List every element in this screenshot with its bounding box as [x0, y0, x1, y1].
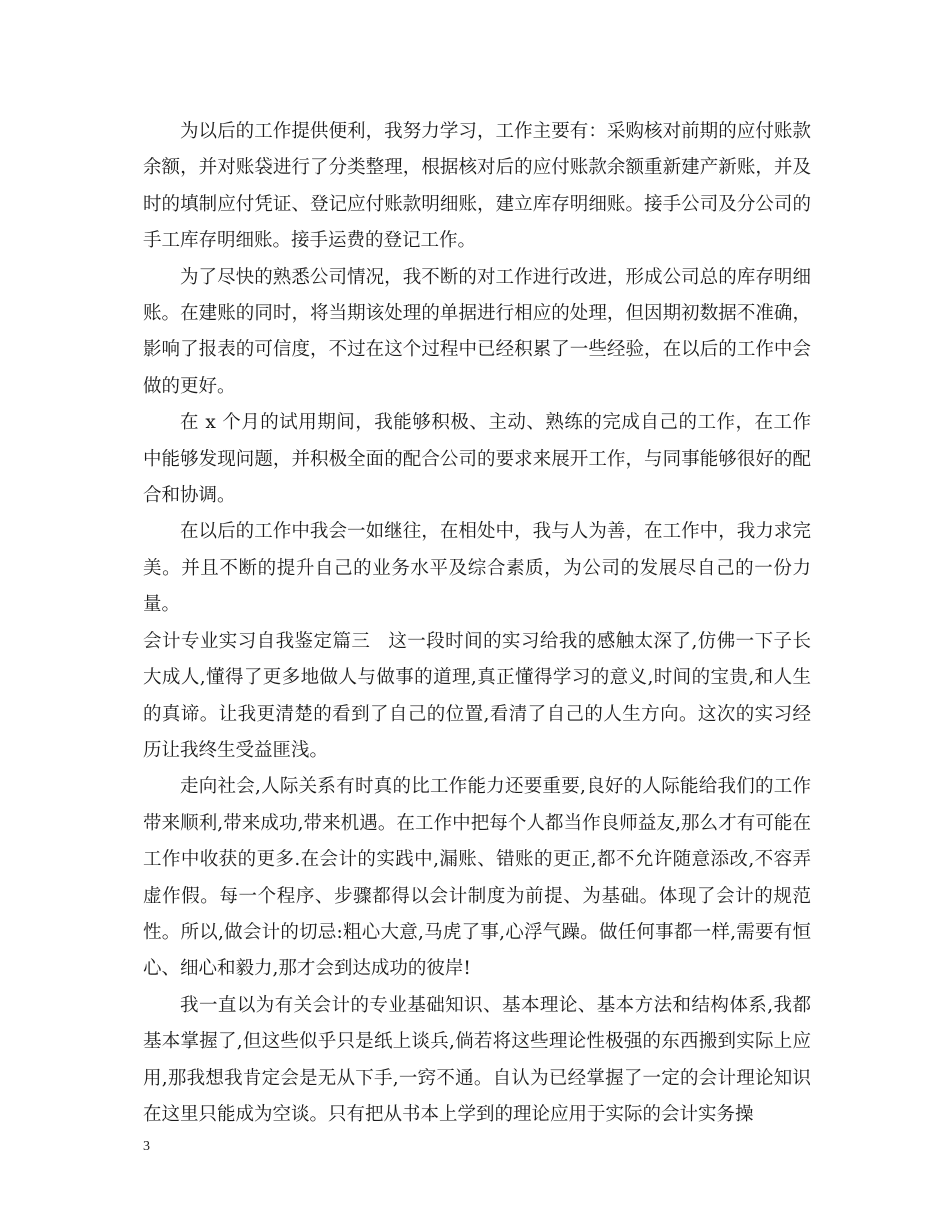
paragraph-2: 为了尽快的熟悉公司情况，我不断的对工作进行改进，形成公司总的库存明细账。在建账的同时，将当期该处理的单据进行相应的处理，但因期初数据不准确，影响了报表的可信度，不过在这个过程中已经积累了一些经验，在以后的工作中会做的更好。: [143, 266, 811, 397]
section-intro: 这一段时间的实习给我的感触太深了,仿佛一下子长大成人,懂得了更多地做人与做事的道理,真正懂得学习的意义,时间的宝贵,和人生的真谛。让我更清楚的看到了自己的位置,看清了自己的人生方向。这次的实习经历让我终生受益匪浅。: [143, 630, 811, 761]
paragraph-1: 为以后的工作提供便利，我努力学习，工作主要有：采购核对前期的应付账款余额，并对账袋进行了分类整理，根据核对后的应付账款余额重新建产新账，并及时的填制应付凭证、登记应付账款明细账，建立库存明细账。接手公司及分公司的手工库存明细账。接手运费的登记工作。: [143, 121, 811, 252]
paragraph-3: 在 x 个月的试用期间，我能够积极、主动、熟练的完成自己的工作，在工作中能够发现问题，并积极全面的配合公司的要求来展开工作，与同事能够很好的配合和协调。: [143, 412, 811, 507]
page-number: 3: [143, 1139, 150, 1154]
document-body: [143, 114, 811, 1133]
section-title: 会计专业实习自我鉴定篇三: [143, 630, 371, 652]
paragraph-4: 在以后的工作中我会一如继往，在相处中，我与人为善，在工作中，我力求完美。并且不断的提升自己的业务水平及综合素质，为公司的发展尽自己的一份力量。: [143, 521, 811, 616]
paragraph-6: 我一直以为有关会计的专业基础知识、基本理论、基本方法和结构体系,我都基本掌握了,但这些似乎只是纸上谈兵,倘若将这些理论性极强的东西搬到实际上应用,那我想我肯定会是无从下手,一窍不通。自认为已经掌握了一定的会计理论知识在这里只能成为空谈。只有把从书本上学到的理论应用于实际的会计实务操: [143, 994, 811, 1125]
section-paragraph: [143, 624, 811, 770]
paragraph-5: 走向社会,人际关系有时真的比工作能力还要重要,良好的人际能给我们的工作带来顺利,带来成功,带来机遇。在工作中把每个人都当作良师益友,那么才有可能在工作中收获的更多.在会计的实践中,漏账、错账的更正,都不允许随意添改,不容弄虚作假。每一个程序、步骤都得以会计制度为前提、为基础。体现了会计的规范性。所以,做会计的切忌:粗心大意,马虎了事,心浮气躁。做任何事都一样,需要有恒心、细心和毅力,那才会到达成功的彼岸!: [143, 776, 811, 980]
